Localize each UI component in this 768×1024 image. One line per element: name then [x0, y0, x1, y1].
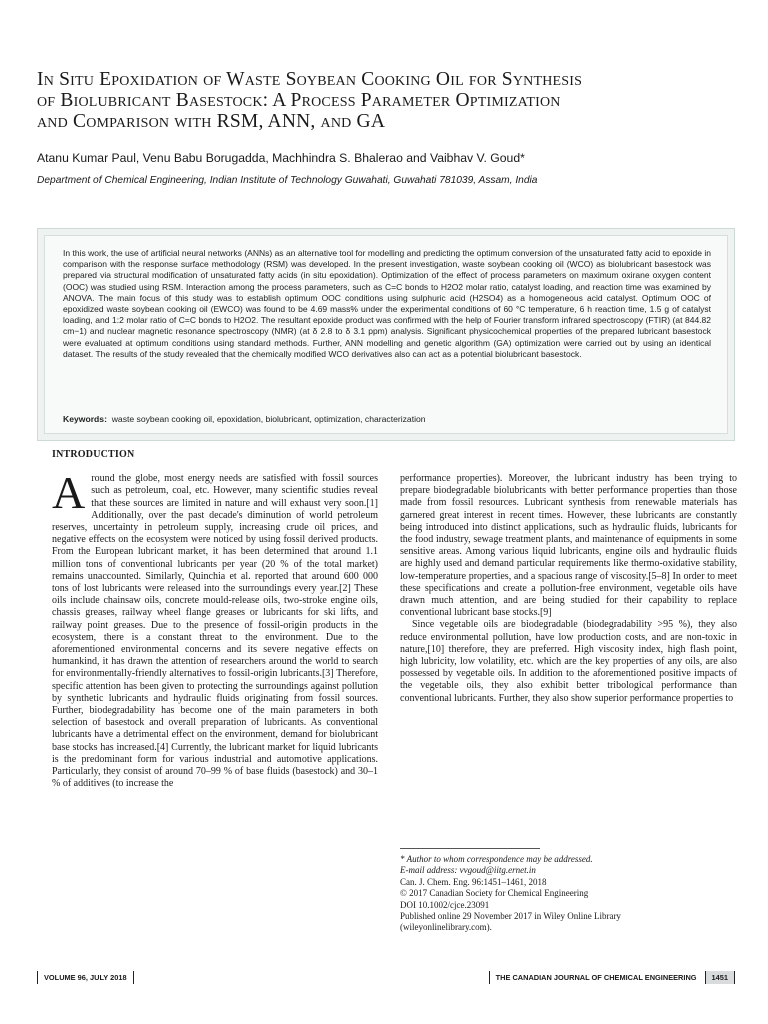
- abstract-text: In this work, the use of artificial neural networks (ANNs) as an alternative tool for modelling and predicting the optimum conversion of the unsaturated fatty acid to epoxide in comparison with the response surface methodology (RSM) was developed. In the present investigation, waste soybean cooking oil (WCO) as biolubricant basestock was prepared via structural modification of unsaturated fatty acids (in situ epoxidation). Optimization of the effect of process parameters on maximum oxirane oxygen content (OOC) was studied using RSM. Interaction among the process parameters, such as C=C bonds to H2O2 molar ratio, catalyst loading, and reaction time was examined by ANOVA. The main focus of this study was to establish optimum OOC conditions using sulphuric acid (H2SO4) as a homogeneous acid catalyst. Optimum OOC of epoxidized waste soybean cooking oil (EWCO) was found to be 4.69 mass% under the experimental conditions of 60 °C temperature, 6 h reaction time, 1.5 g of catalyst loading, and 1:2 molar ratio of C=C bonds to H2O2. The resultant epoxide product was confirmed with the help of Fourier transform infrared spectroscopy (FTIR) (at 844.82 cm−1) and nuclear magnetic resonance spectroscopy (NMR) (at δ 2.8 to δ 3.1 ppm) analysis. Significant physicochemical properties of the prepared lubricant basestock were evaluated at optimum conditions using standard methods. Further, ANN modelling and genetic algorithm (GA) optimization were carried out by using an identical dataset. The results of the study revealed that the chemically modified WCO derivatives also can act as a potential biolubricant basestock.: [63, 248, 711, 359]
- abstract-panel: [44, 235, 728, 434]
- intro-paragraph-2: Since vegetable oils are biodegradable (biodegradability >95 %), they also reduce environmental pollution, have low production costs, and are non-toxic in nature,[10] therefore, they are preferred. High viscosity index, high flash point, high lubricity, low volatility, etc. which are the key properties of any oils, are also possessed by vegetable oils. In addition to the aforementioned positive impacts of the vegetable oils, they also exhibit better tribological performance than conventional lubricants. Further, they also show superior performance properties to: [400, 619, 737, 704]
- footer-volume: VOLUME 96, JULY 2018: [37, 971, 134, 984]
- copyright-line: © 2017 Canadian Society for Chemical Engineering: [400, 888, 589, 899]
- title-line-3: and Comparison with RSM, ANN, and GA: [37, 111, 386, 132]
- drop-cap-letter: A: [52, 467, 86, 519]
- author-list: Atanu Kumar Paul, Venu Babu Borugadda, Machhindra S. Bhalerao and Vaibhav V. Goud*: [37, 151, 525, 165]
- citation-line: Can. J. Chem. Eng. 96:1451–1461, 2018: [400, 876, 547, 887]
- footer-journal-name: THE CANADIAN JOURNAL OF CHEMICAL ENGINEERING: [489, 971, 703, 984]
- footnotes: [400, 854, 737, 934]
- section-heading-introduction: INTRODUCTION: [52, 449, 135, 460]
- doi-line: DOI 10.1002/cjce.23091: [400, 899, 490, 910]
- title-line-1: In Situ Epoxidation of Waste Soybean Cooking Oil for Synthesis: [37, 69, 583, 90]
- keywords-label: Keywords:: [63, 414, 107, 424]
- correspondence-note: * Author to whom correspondence may be addressed.: [400, 854, 593, 864]
- title-line-2: of Biolubricant Basestock: A Process Parameter Optimization: [37, 90, 561, 111]
- body-column-left: [52, 449, 378, 790]
- footer-journal-block: [489, 971, 735, 984]
- published-online-line: Published online 29 November 2017 in Wiley Online Library: [400, 911, 621, 922]
- author-affiliation: Department of Chemical Engineering, Indian Institute of Technology Guwahati, Guwahati 781039, Assam, India: [37, 175, 538, 186]
- page-number: 1451: [705, 971, 735, 984]
- body-column-right: [400, 473, 737, 705]
- keywords-list: waste soybean cooking oil, epoxidation, biolubricant, optimization, characterization: [111, 414, 426, 424]
- footnote-divider: [400, 848, 540, 849]
- keywords-line: [63, 414, 711, 424]
- abstract-box: [37, 228, 735, 441]
- online-library-line: (wileyonlinelibrary.com).: [400, 922, 492, 933]
- intro-paragraph-1-continued: performance properties). Moreover, the lubricant industry has been trying to prepare biodegradable biolubricants with better performance properties than those made from fossil resources. Lubricant synthesis from renewable materials has garnered great interest in recent times. However, these lubricants are constantly being introduced into distinct applications, such as hydraulic fluids, lubricants for the food industry, sewage treatment plants, and maintenance of equipments in some sensitive areas. Among various liquid lubricants, engine oils and hydraulic fluids are highly used and demand particular requirements like thermo-oxidative stability, low-temperature properties, and a spacious range of viscosity.[5–8] In order to meet these specifications and create a pollution-free environment, vegetable oils have drawn much attention, and are being studied for their capability to replace conventional lubricant base stocks.[9]: [400, 473, 737, 619]
- article-title: [37, 69, 737, 132]
- correspondence-email: E-mail address: vvgoud@iitg.ernet.in: [400, 865, 536, 876]
- intro-paragraph-1: round the globe, most energy needs are satisfied with fossil sources such as petroleum, coal, etc. However, many scientific studies reveal that these sources are limited in nature and will exhaust very soon.[1] Additionally, over the past decade's diminution of world petroleum reserves, uncertainty in petroleum supply, increasing crude oil prices, and negative effects on the ecosystem were noticed by using fossil derived products. From the European lubricant market, it has been determined that around 1.1 million tons of conventional lubricants per year (20 % of the total market) remains unaccounted. Similarly, Quinchia et al. reported that around 600 000 tons of lost lubricants were released into the surroundings every year.[2] These oils include chainsaw oils, concrete mould-release oils, two-stroke engine oils, chassis greases, railway wheel flange greases or lubricants for ski lifts, and railway point greases. Due to the presence of fossil-origin products in the ecosystem, there is a constant threat to the environment. Due to the aforementioned environmental concerns and its severe negative effects on humankind, it has drawn the attention of researchers around the world to search for environmentally-friendly alternatives to fossil-origin lubricants.[3] Therefore, specific attention has been given to protecting the surroundings against pollution by synthetic lubricants and hydraulic fluids originating from fossil sources. Further, biodegradability has become one of the main parameters in both selection of basestock and overall preparation of lubricants. As conventional lubricants have a detrimental effect on the environment, demand for biolubricant base stocks has increased.[4] Currently, the lubricant market for liquid lubricants is the predominant form for various industrial and automotive applications. Particularly, they consist of around 70–99 % of base fluids (basestock) and 30–1 % of additives (to increase the: [52, 473, 378, 790]
